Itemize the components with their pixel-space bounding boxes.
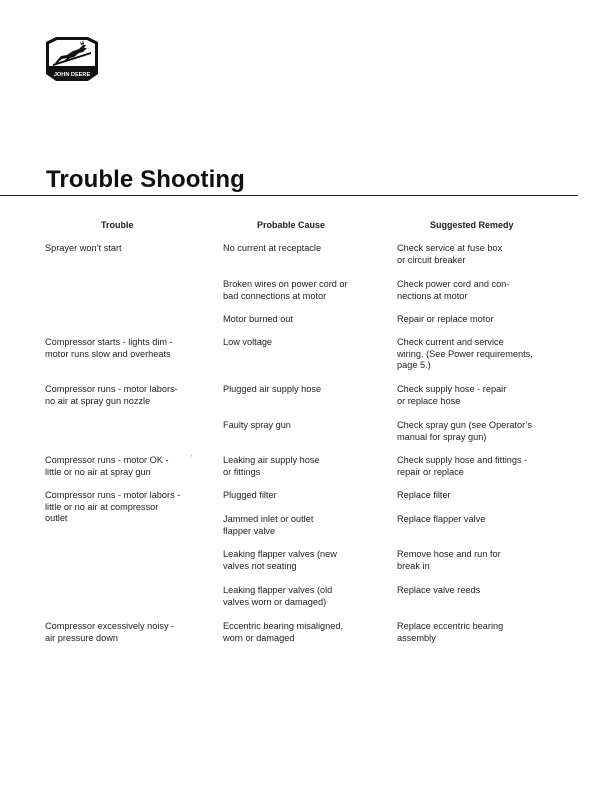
cause-text-line: Eccentric bearing misaligned, <box>223 621 344 631</box>
remedy-text-line: Check spray gun (see Operator’s <box>397 420 532 430</box>
column-header-remedy: Suggested Remedy <box>430 220 514 230</box>
remedy-cell <box>397 279 509 302</box>
cause-text-line: Broken wires on power cord or <box>223 279 348 289</box>
trouble-text-line: motor runs slow and overheats <box>45 348 171 359</box>
cause-cell <box>223 384 321 396</box>
remedy-cell <box>397 384 506 407</box>
cause-text-line: Jammed inlet or outlet <box>223 514 314 524</box>
cause-cell <box>223 279 348 302</box>
remedy-text-line: repair or replace <box>397 466 464 477</box>
remedy-cell <box>397 514 485 526</box>
cause-cell <box>223 420 291 432</box>
remedy-text-line: Check current and service <box>397 337 504 347</box>
remedy-cell <box>397 243 502 266</box>
remedy-cell <box>397 314 494 326</box>
cause-cell <box>223 337 272 349</box>
column-header-trouble: Trouble <box>101 220 134 230</box>
page-title: Trouble Shooting <box>46 166 245 193</box>
remedy-text-line: or circuit breaker <box>397 254 466 265</box>
remedy-text-line: nections at motor <box>397 290 468 301</box>
remedy-text-line: Check supply hose - repair <box>397 384 507 394</box>
remedy-text-line: or replace hose <box>397 395 461 406</box>
cause-cell <box>223 314 293 326</box>
cause-text-line: Leaking flapper valves (new <box>223 549 337 559</box>
remedy-text-line: Check service at fuse box <box>397 243 503 253</box>
remedy-cell <box>397 455 527 478</box>
cause-cell <box>223 621 343 644</box>
trouble-cell <box>45 243 122 255</box>
trouble-text-line: air pressure down <box>45 632 119 643</box>
trouble-text-line: Compressor runs - motor labors - <box>45 490 181 500</box>
trouble-text-line: outlet <box>45 513 68 524</box>
trouble-text-line: little or no air at spray gun <box>45 466 151 477</box>
cause-cell <box>223 455 320 478</box>
cause-cell <box>223 514 313 537</box>
trouble-text-line: Compressor starts - lights dim - <box>45 337 173 347</box>
trouble-cell <box>45 455 169 478</box>
cause-cell <box>223 243 321 255</box>
brand-text: JOHN DEERE <box>53 72 91 78</box>
cause-text-line: Low voltage <box>223 337 273 347</box>
trouble-cell <box>45 337 173 360</box>
trouble-text-line: Compressor runs - motor OK - <box>45 455 169 465</box>
title-divider <box>0 195 578 196</box>
cause-text-line: worn or damaged <box>223 632 295 643</box>
trouble-text-line: Compressor runs - motor labors- <box>45 384 178 394</box>
remedy-text-line: Repair or replace motor <box>397 314 494 324</box>
cause-text-line: Faulty spray gun <box>223 420 291 430</box>
remedy-text-line: break in <box>397 560 430 571</box>
trouble-cell <box>45 621 174 644</box>
remedy-cell <box>397 549 501 572</box>
cause-text-line: Leaking flapper valves (old <box>223 585 333 595</box>
stray-mark: ' <box>191 455 193 462</box>
cause-text-line: Motor burned out <box>223 314 293 324</box>
trouble-text-line: Compressor excessively noisy - <box>45 621 175 631</box>
remedy-text-line: Replace eccentric bearing <box>397 621 504 631</box>
cause-text-line: or fittings <box>223 466 261 477</box>
cause-cell <box>223 490 277 502</box>
trouble-text-line: Sprayer won’t start <box>45 243 122 253</box>
trouble-text-line: no air at spray gun nozzle <box>45 395 151 406</box>
remedy-text-line: Replace valve reeds <box>397 585 481 595</box>
remedy-text-line: Remove hose and run for <box>397 549 501 559</box>
cause-text-line: Plugged air supply hose <box>223 384 322 394</box>
cause-text-line: flapper valve <box>223 525 276 536</box>
remedy-text-line: assembly <box>397 632 436 643</box>
remedy-cell <box>397 585 480 597</box>
remedy-text-line: Replace filter <box>397 490 451 500</box>
cause-cell <box>223 549 337 572</box>
remedy-text-line: page 5.) <box>397 360 431 371</box>
cause-text-line: bad connections at motor <box>223 290 327 301</box>
remedy-cell <box>397 621 503 644</box>
trouble-cell <box>45 384 178 407</box>
remedy-cell <box>397 337 533 372</box>
john-deere-logo <box>45 36 99 82</box>
cause-text-line: Leaking air supply hose <box>223 455 320 465</box>
trouble-cell <box>45 490 180 525</box>
remedy-text-line: Check power cord and con- <box>397 279 510 289</box>
cause-cell <box>223 585 332 608</box>
remedy-cell <box>397 420 532 443</box>
remedy-text-line: manual for spray gun) <box>397 431 487 442</box>
cause-text-line: No current at receptacle <box>223 243 322 253</box>
leaping-deer-logo-icon <box>45 36 99 82</box>
remedy-text-line: Replace flapper valve <box>397 514 486 524</box>
remedy-text-line: Check supply hose and fittings - <box>397 455 528 465</box>
remedy-cell <box>397 490 451 502</box>
remedy-text-line: wiring. (See Power requirements, <box>397 348 533 359</box>
column-header-cause: Probable Cause <box>257 220 326 230</box>
trouble-text-line: little or no air at compressor <box>45 501 159 512</box>
cause-text-line: valves worn or damaged) <box>223 596 327 607</box>
cause-text-line: valves not seating <box>223 560 297 571</box>
cause-text-line: Plugged filter <box>223 490 277 500</box>
